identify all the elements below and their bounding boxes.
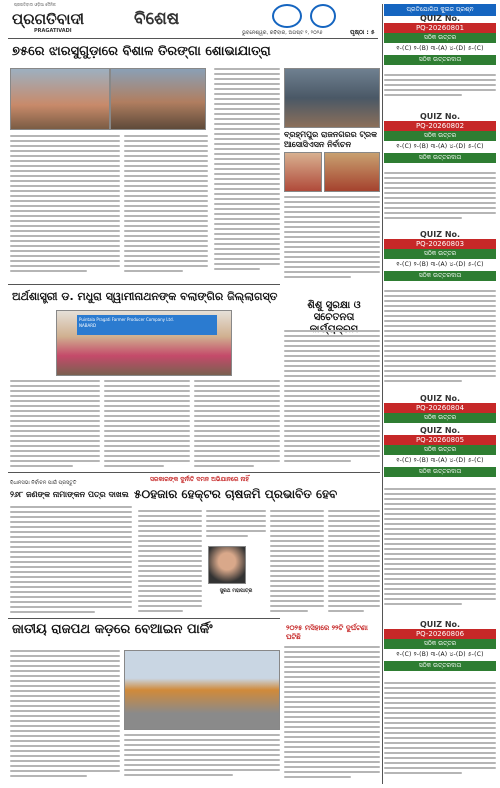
lead-body-text xyxy=(10,135,120,280)
quiz-title: QUIZ No. xyxy=(419,230,461,239)
section-rule-2 xyxy=(8,284,280,285)
farmers-body-1 xyxy=(138,510,202,614)
logo[interactable] xyxy=(12,9,122,27)
quiz-number: PQ-20260803 xyxy=(384,239,496,249)
section-rule-3 xyxy=(8,472,380,473)
quiz-title: QUIZ No. xyxy=(419,112,461,121)
quiz-answer-label: ସଠିକ ଉତ୍ତର xyxy=(384,639,496,649)
quiz-options: ୧-(C) ୨-(B) ୩-(A) ୪-(D) ୫-(C) xyxy=(396,143,484,150)
portrait-photo xyxy=(208,546,246,584)
second-body-text-3 xyxy=(194,380,280,470)
banner-text: Puintala Pragati Farmer Producer Company Ltd. xyxy=(79,317,174,322)
quiz-text-6 xyxy=(384,682,496,782)
lead-photo xyxy=(10,68,110,130)
farmers-body-3 xyxy=(270,510,324,614)
truck-photo-1 xyxy=(284,152,322,192)
quiz-block-3 xyxy=(384,230,496,281)
left-small-body xyxy=(10,506,132,614)
logo-subtext: PRAGATIVADI xyxy=(34,28,72,34)
mid-right-headline: ଶିଶୁ ସୁରକ୍ଷା ଓ ସଚେତନତା xyxy=(307,300,361,323)
quiz-text-2 xyxy=(384,172,496,226)
quiz-answer-label: ସଠିକ ଉତ୍ତର xyxy=(384,413,496,423)
banner-text-2: NABARD xyxy=(79,323,97,328)
lead-photo-2 xyxy=(110,68,206,130)
bottom-right-body xyxy=(284,646,380,782)
quiz-correct-label: ସଠିକ ଉତ୍ତରଦାତା xyxy=(384,271,496,281)
quiz-number: PQ-20260806 xyxy=(384,629,496,639)
quiz-title: QUIZ No. xyxy=(419,620,461,629)
quiz-block-4 xyxy=(384,394,496,423)
bottom-right-headline: ୨୦୨୫ ମସିହାରେ ୨୨ଟି ଦୁର୍ଘଟଣା ଘଟିଛି xyxy=(286,624,368,641)
quiz-title: QUIZ No. xyxy=(419,426,461,435)
quiz-block-2 xyxy=(384,112,496,163)
date-line: ଭୁବନେଶ୍ୱର, ରବିବାର, ଅଗଷ୍ଟ ୨, ୨୦୨୬ xyxy=(242,30,323,36)
quiz-answer-label: ସଠିକ ଉତ୍ତର xyxy=(384,33,496,43)
quiz-block-1 xyxy=(384,14,496,65)
truck-photo-2 xyxy=(324,152,380,192)
masthead-rule xyxy=(8,38,378,39)
highway-photo xyxy=(124,650,280,730)
quiz-text-3 xyxy=(384,290,496,390)
highway-body xyxy=(10,650,120,780)
farmers-headline: ୫୦ହଜାର ହେକ୍ଟର ଚାଷଜମି ପ୍ରଭାବିତ ହେବ xyxy=(134,487,338,501)
section-title: ବିଶେଷ xyxy=(134,9,180,29)
quiz-number: PQ-20260805 xyxy=(384,435,496,445)
second-headline: ଅର୍ଥଶାସ୍ତ୍ରୀ ଡ. ମଧୁରା ସ୍ୱାମୀନାଥନଙ୍କ ବଲାଙ୍ଗିର ଜିଲ୍ଲାଗସ୍ତ xyxy=(12,290,278,303)
left-small-kicker: ବିଧାନସଭା ନିର୍ବାଚନ ପାଇଁ ପ୍ରସ୍ତୁତି xyxy=(10,480,77,486)
logo-text: ପ୍ରଗତିବାଦୀ xyxy=(12,10,85,28)
quiz-title: QUIZ No. xyxy=(419,14,461,23)
quiz-number: PQ-20260802 xyxy=(384,121,496,131)
quiz-options: ୧-(C) ୨-(B) ୩-(A) ୪-(D) ୫-(C) xyxy=(396,457,484,464)
quiz-correct-label: ସଠିକ ଉତ୍ତରଦାତା xyxy=(384,55,496,65)
meeting-photo xyxy=(284,68,380,128)
quiz-options: ୧-(C) ୨-(B) ୩-(A) ୪-(D) ୫-(C) xyxy=(396,261,484,268)
quiz-correct-label: ସଠିକ ଉତ୍ତରଦାତା xyxy=(384,661,496,671)
page-label: ପୃଷ୍ଠା : ୫ xyxy=(350,29,375,36)
top-tiny-text: ପ୍ରଗତିବାଦୀ ଓଡ଼ିଆ ଦୈନିକ xyxy=(14,2,56,7)
lead-body-text-2 xyxy=(124,135,208,280)
section-rule-4 xyxy=(8,618,280,619)
highway-headline: ଜାତୀୟ ରାଜପଥ କଡ଼ରେ ବେଆଇନ ପାର୍କିଂ xyxy=(12,622,213,637)
lead-headline: ୭୫ରେ ଝାରସୁଗୁଡ଼ାରେ ବିଶାଳ ତିରଙ୍ଗା ଶୋଭାଯାତ୍ରା xyxy=(12,44,271,59)
event-photo xyxy=(56,310,232,376)
anniversary-logo xyxy=(272,4,302,28)
right-headline: ବ୍ରହ୍ମପୁର ରାଜନଗରର ଟ୍ରକ ଆସୋସିଏସନ ନିର୍ବାଚନ xyxy=(284,130,377,149)
quiz-block-6 xyxy=(384,620,496,671)
portrait-caption: ସୁରଥ ମହାପାତ୍ର xyxy=(219,588,253,594)
quiz-answer-label: ସଠିକ ଉତ୍ତର xyxy=(384,445,496,455)
quiz-number: PQ-20260804 xyxy=(384,403,496,413)
quiz-number: PQ-20260801 xyxy=(384,23,496,33)
quiz-correct-label: ସଠିକ ଉତ୍ତରଦାତା xyxy=(384,467,496,477)
quiz-text-1 xyxy=(384,74,496,102)
second-body-text xyxy=(10,380,100,470)
quiz-correct-label: ସଠିକ ଉତ୍ତରଦାତା xyxy=(384,153,496,163)
mid-right-body-text xyxy=(284,330,380,470)
left-small-headline: ୨୬୮ ଜଣଙ୍କ ନାମାଙ୍କନ ପତ୍ର ଦାଖଲ xyxy=(10,490,129,499)
right-body-text xyxy=(284,196,380,280)
farmers-body-4 xyxy=(328,510,380,614)
quiz-block-5 xyxy=(384,426,496,477)
quiz-options: ୧-(C) ୨-(B) ୩-(A) ୪-(D) ୫-(C) xyxy=(396,651,484,658)
quiz-sidebar-header: ପ୍ରତିଯୋଗିତା କୁଇଜ ପ୍ରଶ୍ନ xyxy=(384,4,496,16)
quiz-answer-label: ସଠିକ ଉତ୍ତର xyxy=(384,249,496,259)
second-body-text-2 xyxy=(104,380,190,470)
center-body-text xyxy=(214,68,280,280)
highway-body-2 xyxy=(124,734,280,782)
quiz-text-5 xyxy=(384,488,496,616)
quiz-title: QUIZ No. xyxy=(419,394,461,403)
sidebar-divider xyxy=(382,4,383,784)
emblem-icon xyxy=(310,4,336,28)
sub-kicker: ସରକାରଙ୍କ ଦୁର୍ନୀତି ଦମନ ଅଭିଯାନରେ ନାହିଁ xyxy=(150,476,249,483)
quiz-answer-label: ସଠିକ ଉତ୍ତର xyxy=(384,131,496,141)
farmers-body-2 xyxy=(206,510,266,542)
quiz-options: ୧-(C) ୨-(B) ୩-(A) ୪-(D) ୫-(C) xyxy=(396,45,484,52)
banner-strip xyxy=(77,315,217,335)
